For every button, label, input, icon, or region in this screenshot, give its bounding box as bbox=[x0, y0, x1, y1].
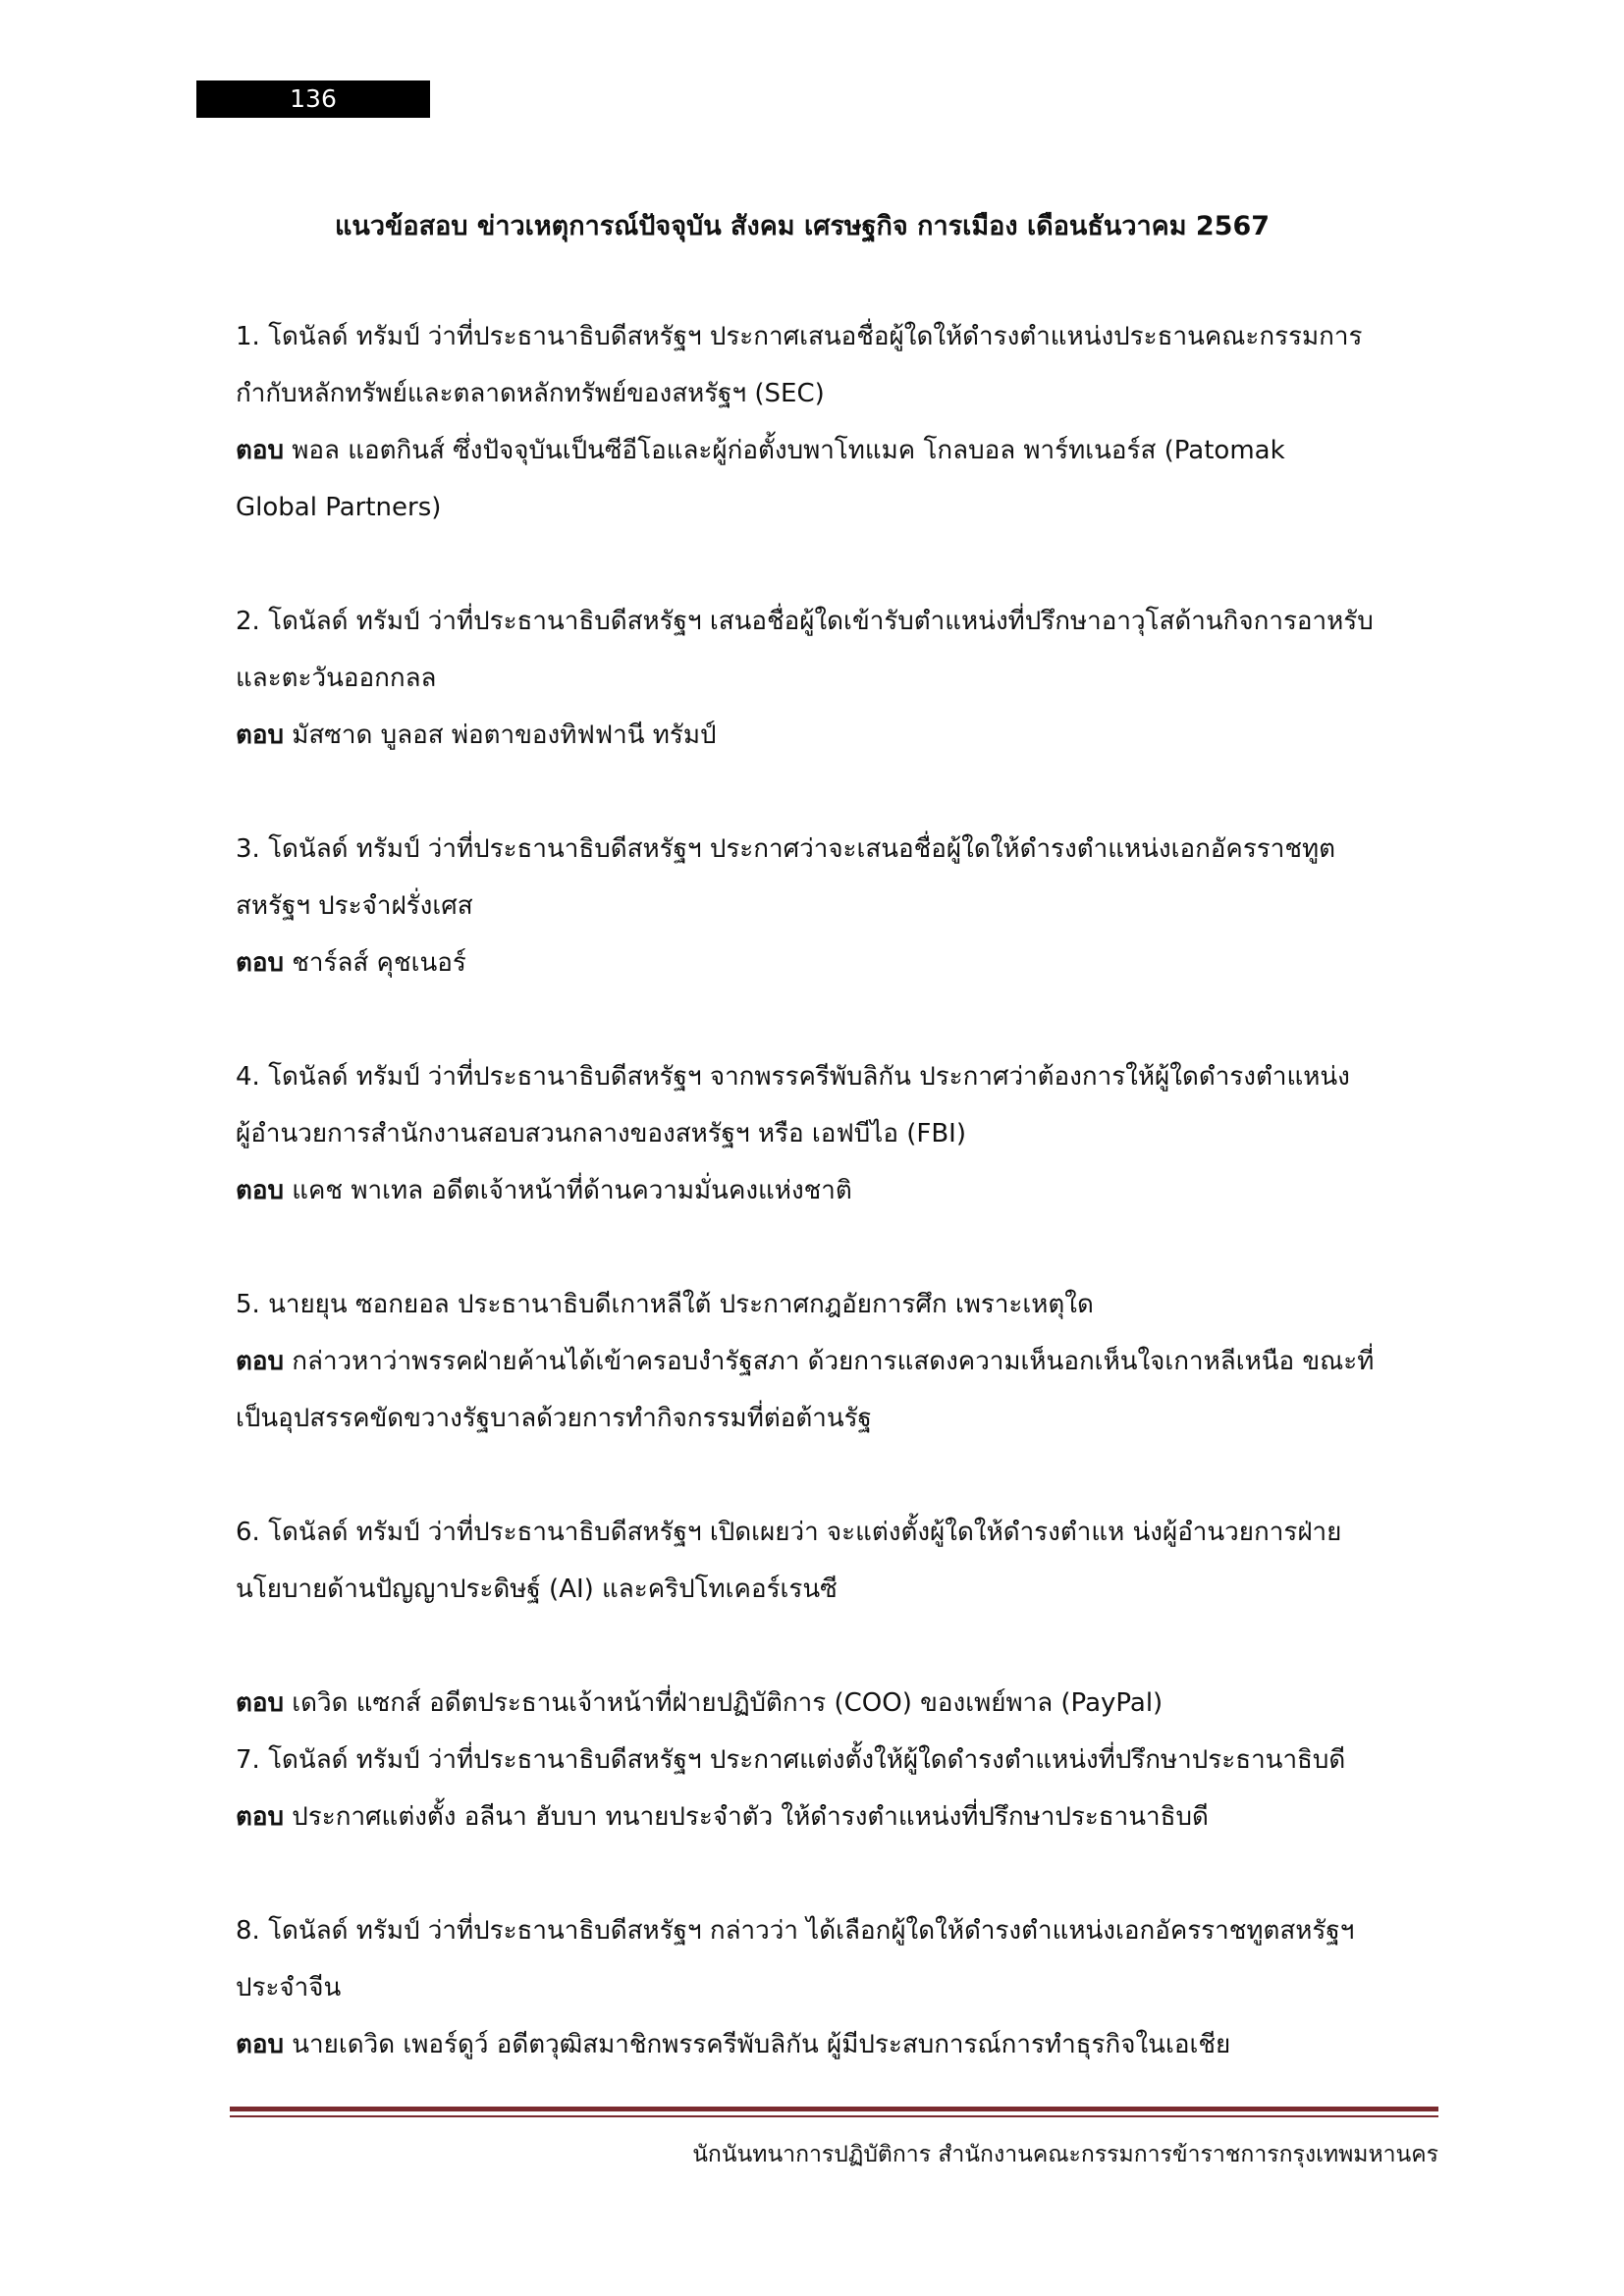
answer-8-line-1 bbox=[236, 2016, 1438, 2073]
answer-label: ตอบ bbox=[236, 436, 285, 465]
spacer bbox=[236, 1845, 1438, 1902]
question-list bbox=[236, 308, 1438, 2073]
answer-7-line-1 bbox=[236, 1789, 1438, 1845]
answer-4-text: แคช พาเทล อดีตเจ้าหน้าที่ด้านความมั่นคงแห่งชาติ bbox=[292, 1176, 852, 1205]
answer-label: ตอบ bbox=[236, 1802, 285, 1832]
question-5-line-1: 5. นายยุน ซอกยอล ประธานาธิบดีเกาหลีใต้ ประกาศกฎอัยการศึก เพราะเหตุใด bbox=[236, 1290, 1094, 1319]
answer-5-text: กล่าวหาว่าพรรคฝ่ายค้านได้เข้าครอบงำรัฐสภา ด้วยการแสดงความเห็นอกเห็นใจเกาหลีเหนือ ขณะที่ bbox=[292, 1347, 1375, 1376]
question-2-line-1: 2. โดนัลด์ ทรัมป์ ว่าที่ประธานาธิบดีสหรัฐฯ เสนอชื่อผู้ใดเข้ารับตำแหน่งที่ปรึกษาอาวุโสด้านกิจการอาหรับ bbox=[236, 607, 1374, 636]
spacer bbox=[236, 764, 1438, 821]
footer-rule-thin bbox=[230, 2115, 1438, 2117]
answer-8-text: นายเดวิด เพอร์ดูว์ อดีตวุฒิสมาชิกพรรครีพับลิกัน ผู้มีประสบการณ์การทำธุรกิจในเอเชีย bbox=[292, 2030, 1231, 2059]
answer-label: ตอบ bbox=[236, 948, 285, 978]
answer-label: ตอบ bbox=[236, 2030, 285, 2059]
question-6-line-2: นโยบายด้านปัญญาประดิษฐ์ (AI) และคริปโทเคอร์เรนซี bbox=[236, 1575, 838, 1604]
question-4-line-1: 4. โดนัลด์ ทรัมป์ ว่าที่ประธานาธิบดีสหรัฐฯ จากพรรครีพับลิกัน ประกาศว่าต้องการให้ผู้ใดดำรงตำแหน่ง bbox=[236, 1062, 1350, 1092]
question-5 bbox=[236, 1276, 1438, 1447]
spacer bbox=[236, 536, 1438, 593]
document-title: แนวข้อสอบ ข่าวเหตุการณ์ปัจจุบัน สังคม เศรษฐกิจ การเมือง เดือนธันวาคม 2567 bbox=[334, 211, 1271, 241]
answer-label: ตอบ bbox=[236, 1688, 285, 1718]
answer-1-line-1 bbox=[236, 422, 1438, 479]
question-4-line-2: ผู้อำนวยการสำนักงานสอบสวนกลางของสหรัฐฯ หรือ เอฟบีไอ (FBI) bbox=[236, 1119, 966, 1148]
answer-6-line-1 bbox=[236, 1675, 1438, 1732]
question-7 bbox=[236, 1732, 1438, 1845]
spacer bbox=[236, 991, 1438, 1048]
spacer bbox=[236, 1219, 1438, 1276]
question-8 bbox=[236, 1902, 1438, 2073]
answer-3-line-1 bbox=[236, 934, 1438, 991]
spacer bbox=[236, 1618, 1438, 1675]
answer-5-line-2: เป็นอุปสรรคขัดขวางรัฐบาลด้วยการทำกิจกรรมที่ต่อต้านรัฐ bbox=[236, 1404, 872, 1433]
answer-1-line-2: Global Partners) bbox=[236, 493, 442, 522]
answer-label: ตอบ bbox=[236, 1347, 285, 1376]
answer-label: ตอบ bbox=[236, 721, 285, 750]
question-2-line-2: และตะวันออกกลล bbox=[236, 664, 437, 693]
spacer bbox=[236, 1447, 1438, 1504]
question-1-line-2: กำกับหลักทรัพย์และตลาดหลักทรัพย์ของสหรัฐฯ (SEC) bbox=[236, 379, 825, 408]
question-3 bbox=[236, 821, 1438, 991]
answer-7-text: ประกาศแต่งตั้ง อลีนา ฮับบา ทนายประจำตัว ให้ดำรงตำแหน่งที่ปรึกษาประธานาธิบดี bbox=[292, 1802, 1209, 1832]
question-4 bbox=[236, 1048, 1438, 1219]
question-7-line-1: 7. โดนัลด์ ทรัมป์ ว่าที่ประธานาธิบดีสหรัฐฯ ประกาศแต่งตั้งให้ผู้ใดดำรงตำแหน่งที่ปรึกษาประธานาธิบดี bbox=[236, 1745, 1346, 1775]
answer-3-text: ชาร์ลส์ คุชเนอร์ bbox=[292, 948, 466, 978]
page-number: 136 bbox=[196, 80, 430, 118]
question-3-line-1: 3. โดนัลด์ ทรัมป์ ว่าที่ประธานาธิบดีสหรัฐฯ ประกาศว่าจะเสนอชื่อผู้ใดให้ดำรงตำแหน่งเอกอัครราชทูต bbox=[236, 834, 1336, 864]
question-1 bbox=[236, 308, 1438, 536]
question-2 bbox=[236, 593, 1438, 764]
answer-2-text: มัสซาด บูลอส พ่อตาของทิฟฟานี ทรัมป์ bbox=[292, 721, 717, 750]
answer-1-text: พอล แอตกินส์ ซึ่งปัจจุบันเป็นซีอีโอและผู้ก่อตั้งบพาโทแมค โกลบอล พาร์ทเนอร์ส (Patomak bbox=[292, 436, 1285, 465]
question-8-line-1: 8. โดนัลด์ ทรัมป์ ว่าที่ประธานาธิบดีสหรัฐฯ กล่าวว่า ได้เลือกผู้ใดให้ดำรงตำแหน่งเอกอัครราชทูตสหรัฐฯ bbox=[236, 1916, 1355, 1946]
question-6 bbox=[236, 1504, 1438, 1732]
answer-4-line-1 bbox=[236, 1162, 1438, 1219]
answer-label: ตอบ bbox=[236, 1176, 285, 1205]
footer-organization: นักนันทนาการปฏิบัติการ สำนักงานคณะกรรมการข้าราชการกรุงเทพมหานคร bbox=[692, 2142, 1438, 2167]
question-1-line-1: 1. โดนัลด์ ทรัมป์ ว่าที่ประธานาธิบดีสหรัฐฯ ประกาศเสนอชื่อผู้ใดให้ดำรงตำแหน่งประธานคณะกรรมการ bbox=[236, 322, 1363, 351]
question-3-line-2: สหรัฐฯ ประจำฝรั่งเศส bbox=[236, 891, 473, 921]
question-6-line-1: 6. โดนัลด์ ทรัมป์ ว่าที่ประธานาธิบดีสหรัฐฯ เปิดเผยว่า จะแต่งตั้งผู้ใดให้ดำรงตำแห น่งผู้อำนวยการฝ่าย bbox=[236, 1518, 1342, 1547]
answer-2-line-1 bbox=[236, 707, 1438, 764]
footer-rule bbox=[230, 2107, 1438, 2111]
question-8-line-2: ประจำจีน bbox=[236, 1973, 342, 2002]
answer-5-line-1 bbox=[236, 1333, 1438, 1390]
answer-6-text: เดวิด แซกส์ อดีตประธานเจ้าหน้าที่ฝ่ายปฏิบัติการ (COO) ของเพย์พาล (PayPal) bbox=[292, 1688, 1164, 1718]
